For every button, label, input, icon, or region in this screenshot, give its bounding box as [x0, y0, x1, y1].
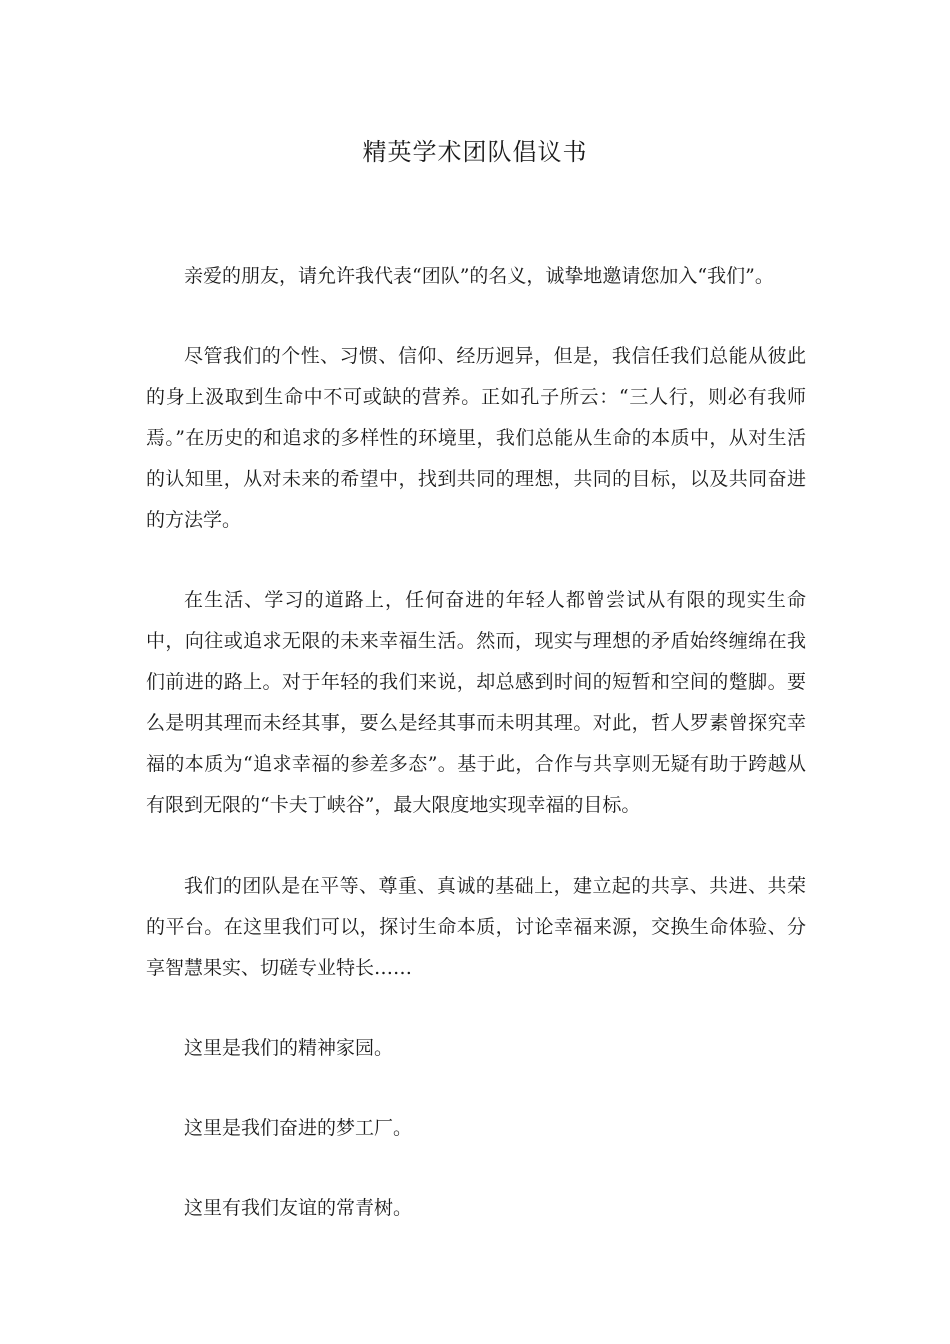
paragraph-invitation: 亲爱的朋友，请允许我代表“团队”的名义，诚挚地邀请您加入“我们”。	[184, 265, 774, 287]
document-title: 精英学术团队倡议书	[362, 138, 588, 166]
paragraph-friendship-tree: 这里有我们友谊的常青树。	[184, 1197, 413, 1219]
paragraph-life-path: 在生活、学习的道路上，任何奋进的年轻人都曾尝试从有限的现实生命中，向往或追求无限的未来幸福生活。然而，现实与理想的矛盾始终缠绵在我们前进的路上。对于年轻的我们来说，却总感到时间的短暂和空间的蹩脚。要么是明其理而未经其事，要么是经其事而未明其理。对此，哲人罗素曾探究幸福的本质为“追求幸福的参差多态”。基于此，合作与共享则无疑有助于跨越从有限到无限的“卡夫丁峡谷”，最大限度地实现幸福的目标。	[146, 589, 806, 816]
paragraph-dream-factory: 这里是我们奋进的梦工厂。	[184, 1117, 413, 1139]
paragraph-diversity: 尽管我们的个性、习惯、信仰、经历迥异，但是，我信任我们总能从彼此的身上汲取到生命中不可或缺的营养。正如孔子所云：“三人行，则必有我师焉。”在历史的和追求的多样性的环境里，我们总能从生命的本质中，从对生活的认知里，从对未来的希望中，找到共同的理想，共同的目标，以及共同奋进的方法学。	[146, 345, 806, 531]
paragraph-team-platform: 我们的团队是在平等、尊重、真诚的基础上，建立起的共享、共进、共荣的平台。在这里我们可以，探讨生命本质，讨论幸福来源，交换生命体验、分享智慧果实、切磋专业特长……	[146, 875, 806, 979]
paragraph-spiritual-home: 这里是我们的精神家园。	[184, 1037, 394, 1059]
